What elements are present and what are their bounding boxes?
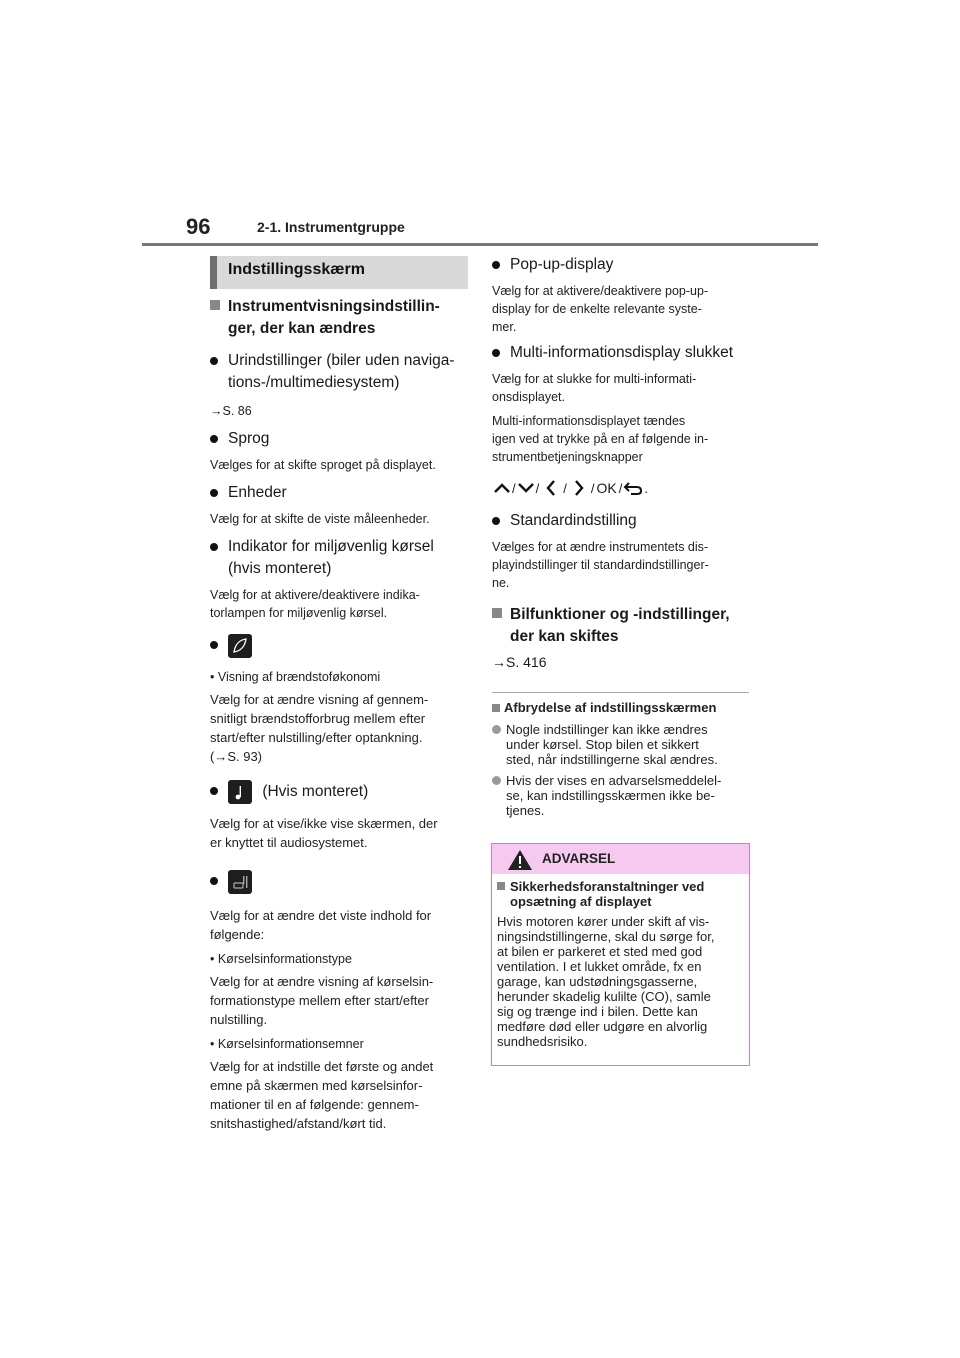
note-section	[492, 700, 754, 818]
mid-off-description: Vælg for at slukke for multi-informati- onsdisplayet. Multi-informationsdisplayet tændes igen ved at trykke på en af følgende in- strumentbetjeningsknapper	[492, 372, 709, 464]
drive-info-items-description: Vælg for at indstille det første og andet emne på skærmen med kørselsinfor- mationer til en af følgende: gennem- snitshastighed/afstand/kørt tid.	[210, 1059, 434, 1131]
section-title: 2-1. Instrumentgruppe	[257, 219, 405, 235]
subsection-title: Instrumentvisningsindstillin- ger, der kan ændres	[210, 296, 472, 340]
audio-label: (Hvis monteret)	[262, 783, 369, 801]
left-chevron-icon	[545, 478, 557, 498]
drive-info-type: • Kørselsinformationstype	[210, 952, 352, 966]
note-item: Nogle indstillinger kan ikke ændres under kørsel. Stop bilen et sikkert sted, når indstillingerne skal ændres.	[492, 722, 754, 767]
language-description: Vælges for at skifte sproget på displayet.	[210, 458, 436, 472]
item-clock-settings: Urindstillinger (biler uden naviga- tions-/multimediesystem)	[210, 350, 472, 394]
fuel-economy-description: Vælg for at ændre visning af gennem- snitligt brændstofforbrug mellem efter start/efter nulstilling/efter optankning. (→S. 93)	[210, 692, 429, 764]
item-eco-indicator: Indikator for miljøvenlig kørsel (hvis monteret)	[210, 536, 472, 580]
ref-page-86: →S. 86	[210, 404, 252, 418]
drive-info-type-description: Vælg for at ændre visning af kørselsin- formationstype mellem efter start/efter nulstilling.	[210, 974, 434, 1027]
warning-content	[497, 879, 745, 1049]
up-chevron-icon	[492, 481, 512, 495]
right-column	[492, 254, 754, 670]
trailing-period: .	[644, 480, 648, 496]
square-bullet-icon	[210, 300, 220, 310]
page-number: 96	[186, 214, 211, 239]
note-item: Hvis der vises en advarselsmeddelel- se, kan indstillingsskærmen ikke be- tjenes.	[492, 773, 754, 818]
leaf-icon	[228, 634, 252, 658]
section-heading	[210, 256, 468, 289]
units-description: Vælg for at skifte de viste måleenheder.	[210, 512, 430, 526]
item-fuel-economy	[210, 634, 472, 660]
drive-info-icon	[228, 870, 252, 894]
item-audio	[210, 780, 472, 806]
square-bullet-icon	[497, 882, 505, 890]
separator: /	[618, 480, 623, 496]
item-drive-info	[210, 870, 472, 896]
separator: /	[535, 480, 540, 496]
header-divider	[142, 243, 818, 246]
drive-info-items: • Kørselsinformationsemner	[210, 1037, 364, 1051]
square-bullet-icon	[492, 608, 502, 618]
note-divider	[492, 692, 749, 693]
eco-indicator-description: Vælg for at aktivere/deaktivere indika- torlampen for miljøvenlig kørsel.	[210, 588, 420, 620]
item-popup-display: Pop-up-display	[492, 254, 754, 276]
warning-label: ADVARSEL	[542, 851, 616, 866]
ok-button-label: OK	[596, 480, 617, 496]
warning-title: Sikkerhedsforanstaltninger ved opsætning af displayet	[497, 879, 745, 909]
warning-text: Hvis motoren kører under skift af vis- ningsindstillingerne, skal du sørge for, at bilen er parkeret et sted med god ventilation. I et lukket område, fx en garage, kan udstødningsgasserne, herunder skadelig kulilte (CO), samle sig og trænge ind i bilen. Dette kan medføre død eller udgøre en alvorlig sundhedsrisiko.	[497, 914, 715, 1049]
music-note-icon	[228, 780, 252, 804]
separator: /	[590, 480, 595, 496]
down-chevron-icon	[516, 481, 536, 495]
separator: /	[512, 480, 516, 496]
warning-box	[491, 843, 750, 1066]
drive-info-description: Vælg for at ændre det viste indhold for følgende:	[210, 908, 432, 942]
square-bullet-icon	[492, 704, 500, 712]
note-title: Afbrydelse af indstillingsskærmen	[492, 700, 754, 715]
section-heading-text: Indstillingsskærm	[228, 261, 365, 278]
audio-description: Vælg for at vise/ikke vise skærmen, der er knyttet til audiosystemet.	[210, 816, 438, 850]
item-default-settings: Standardindstilling	[492, 510, 754, 532]
warning-triangle-icon	[507, 849, 533, 871]
back-arrow-icon	[622, 480, 644, 496]
warning-header	[492, 844, 749, 874]
item-mid-off: Multi-informationsdisplay slukket	[492, 342, 754, 364]
item-language: Sprog	[210, 428, 472, 450]
item-units: Enheder	[210, 482, 472, 504]
right-chevron-icon	[573, 478, 585, 498]
popup-description: Vælg for at aktivere/deaktivere pop-up- display for de enkelte relevante syste- mer.	[492, 284, 709, 334]
ref-page-416: →S. 416	[492, 654, 547, 670]
vehicle-functions-title: Bilfunktioner og -indstillinger, der kan skiftes	[492, 604, 754, 648]
button-row	[492, 476, 754, 500]
separator: /	[563, 480, 567, 496]
default-settings-description: Vælges for at ændre instrumentets dis- playindstillinger til standardindstillinger- ne.	[492, 540, 709, 590]
fuel-economy-sub: • Visning af brændstoføkonomi	[210, 670, 381, 684]
left-column	[210, 296, 472, 1133]
